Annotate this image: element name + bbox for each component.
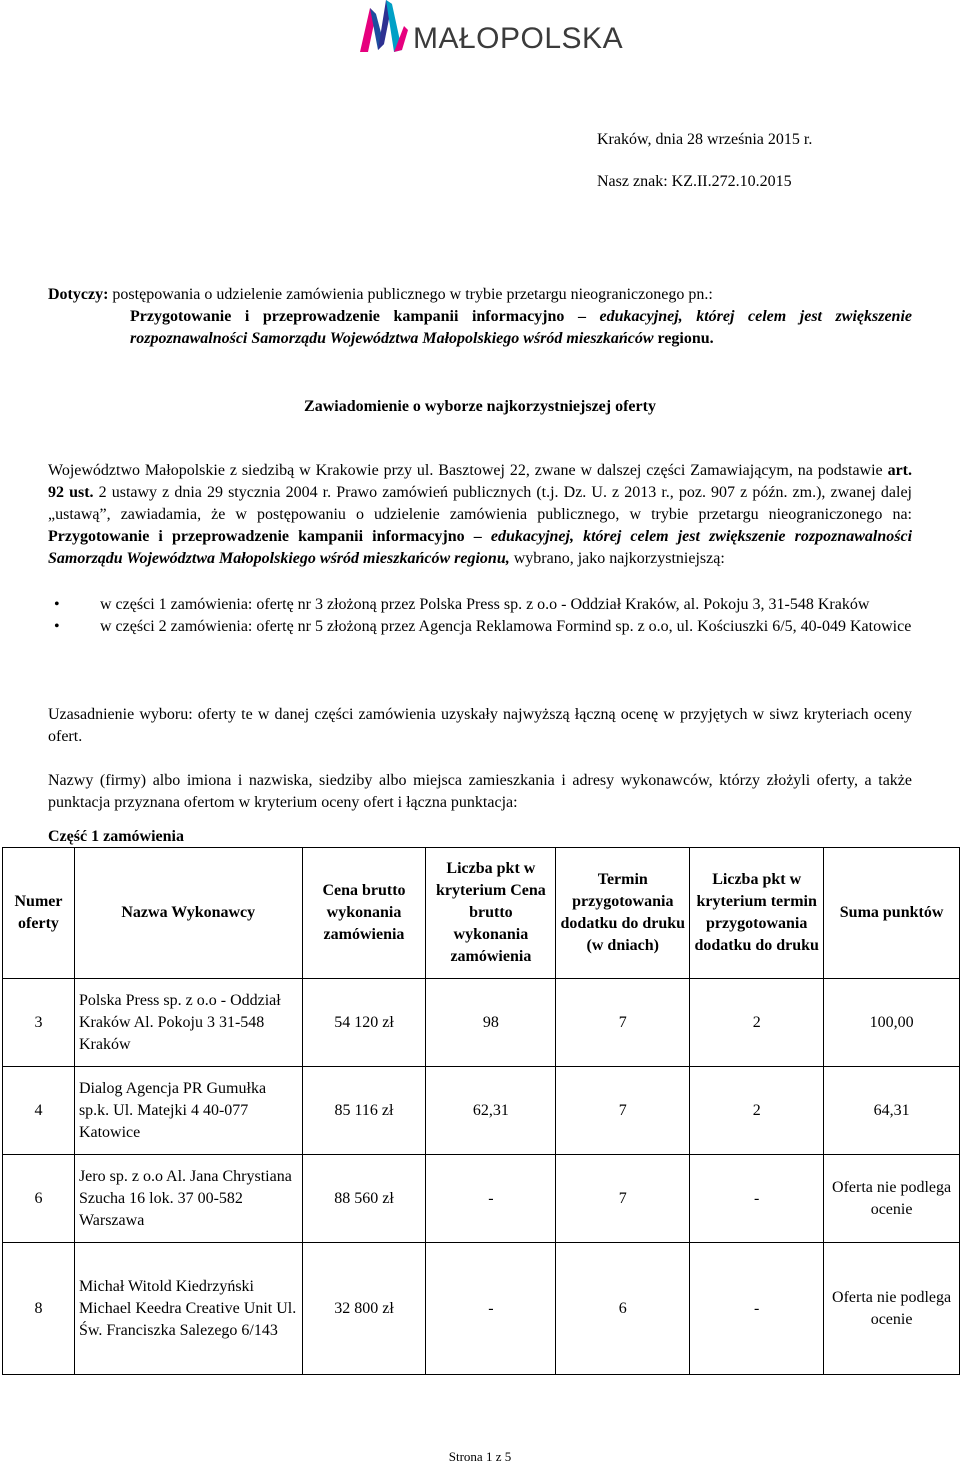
cell-term-points: 2: [690, 979, 824, 1067]
cell-term: 7: [556, 1155, 690, 1243]
cell-term: 7: [556, 1067, 690, 1155]
cell-name: Michał Witold Kiedrzyński Michael Keedra Creative Unit Ul. Św. Franciszka Salezego 6/143: [74, 1243, 302, 1375]
list-item: • w części 2 zamówienia: ofertę nr 5 złożoną przez Agencja Reklamowa Formind sp. z o.o, ul. Kościuszki 6/5, 40-049 Katowice: [48, 616, 912, 638]
cell-number: 3: [3, 979, 75, 1067]
logo-wordmark: MAŁOPOLSKA: [413, 22, 624, 55]
cell-price-points: 62,31: [426, 1067, 556, 1155]
selection-list: [48, 594, 912, 638]
cell-name: Jero sp. z o.o Al. Jana Chrystiana Szucha 16 lok. 37 00-582 Warszawa: [74, 1155, 302, 1243]
col-header-price: Cena brutto wykonania zamówienia: [302, 848, 426, 979]
subject-block: [48, 284, 912, 350]
reference-number: Nasz znak: KZ.II.272.10.2015: [597, 173, 792, 190]
page-number: Strona 1 z 5: [448, 1449, 512, 1464]
cell-number: 6: [3, 1155, 75, 1243]
intro-paragraph: Województwo Małopolskie z siedzibą w Krakowie przy ul. Basztowej 22, zwane w dalszej części Zamawiającym, na podstawie art. 92 ust. 2 ustawy z dnia 29 stycznia 2004 r. Prawo zamówień publicznych (t.j. Dz. U. z 2013 r., poz. 907 z późn. zm.), zwanej dalej „ustawą”, zawiadamia, że w postępowaniu o udzielenie zamówienia publicznego, w trybie przetargu nieograniczonego na: Przygotowanie i przeprowadzenie kampanii informacyjno – edukacyjnej, której celem jest zwiększenie rozpoznawalności Samorządu Województwa Małopolskiego wśród mieszkańców regionu, wybrano, jako najkorzystniejszą:: [48, 462, 913, 567]
notice-title: Zawiadomienie o wyborze najkorzystniejszej oferty: [304, 398, 656, 415]
bullet-icon: •: [54, 618, 60, 635]
cell-sum: Oferta nie podlega ocenie: [824, 1155, 960, 1243]
document-date: Kraków, dnia 28 września 2015 r.: [597, 131, 813, 148]
cell-number: 4: [3, 1067, 75, 1155]
cell-price: 32 800 zł: [302, 1243, 426, 1375]
cell-name: Dialog Agencja PR Gumułka sp.k. Ul. Matejki 4 40-077 Katowice: [74, 1067, 302, 1155]
cell-number: 8: [3, 1243, 75, 1375]
subject-title: Przygotowanie i przeprowadzenie kampanii informacyjno –: [130, 308, 586, 325]
cell-sum: 64,31: [824, 1067, 960, 1155]
table-row: [3, 979, 960, 1067]
cell-price: 54 120 zł: [302, 979, 426, 1067]
cell-price: 85 116 zł: [302, 1067, 426, 1155]
col-header-term-points: Liczba pkt w kryterium termin przygotowania dodatku do druku: [690, 848, 824, 979]
subject-label: Dotyczy:: [48, 286, 109, 303]
cell-price-points: -: [426, 1243, 556, 1375]
results-table: [2, 847, 960, 1375]
col-header-price-points: Liczba pkt w kryterium Cena brutto wykonania zamówienia: [426, 848, 556, 979]
col-header-sum: Suma punktów: [824, 848, 960, 979]
subject-title-italic: edukacyjnej, której celem jest zwiększenie rozpoznawalności Samorządu Województwa Małopolskiego wśród mieszkańców: [130, 308, 913, 347]
col-header-name: Nazwa Wykonawcy: [74, 848, 302, 979]
justification-paragraph: Uzasadnienie wyboru: oferty te w danej części zamówienia uzyskały najwyższą łączną ocenę w przyjętych w siwz kryteriach oceny ofert.: [48, 706, 912, 745]
cell-term: 7: [556, 979, 690, 1067]
part-title: Część 1 zamówienia: [48, 828, 184, 845]
col-header-number: Numer oferty: [3, 848, 75, 979]
table-row: [3, 1243, 960, 1375]
table-row: [3, 1155, 960, 1243]
cell-sum: Oferta nie podlega ocenie: [824, 1243, 960, 1375]
cell-term-points: -: [690, 1155, 824, 1243]
cell-price-points: -: [426, 1155, 556, 1243]
cell-name: Polska Press sp. z o.o - Oddział Kraków Al. Pokoju 3 31-548 Kraków: [74, 979, 302, 1067]
cell-sum: 100,00: [824, 979, 960, 1067]
cell-term: 6: [556, 1243, 690, 1375]
cell-term-points: -: [690, 1243, 824, 1375]
bullet-icon: •: [54, 596, 60, 613]
bidders-intro-paragraph: Nazwy (firmy) albo imiona i nazwiska, siedziby albo miejsca zamieszkania i adresy wykonawców, którzy złożyli oferty, a także punktacja przyznana ofertom w kryterium oceny ofert i łączna punktacja:: [48, 772, 912, 811]
list-item: • w części 1 zamówienia: ofertę nr 3 złożoną przez Polska Press sp. z o.o - Oddział Kraków, al. Pokoju 3, 31-548 Kraków: [48, 594, 912, 616]
cell-price: 88 560 zł: [302, 1155, 426, 1243]
cell-price-points: 98: [426, 979, 556, 1067]
subject-line: postępowania o udzielenie zamówienia publicznego w trybie przetargu nieograniczonego pn.:: [112, 286, 713, 303]
table-row: [3, 1067, 960, 1155]
cell-term-points: 2: [690, 1067, 824, 1155]
subject-title-end: regionu.: [657, 330, 714, 347]
col-header-term: Termin przygotowania dodatku do druku (w dniach): [556, 848, 690, 979]
table-header-row: [3, 848, 960, 979]
